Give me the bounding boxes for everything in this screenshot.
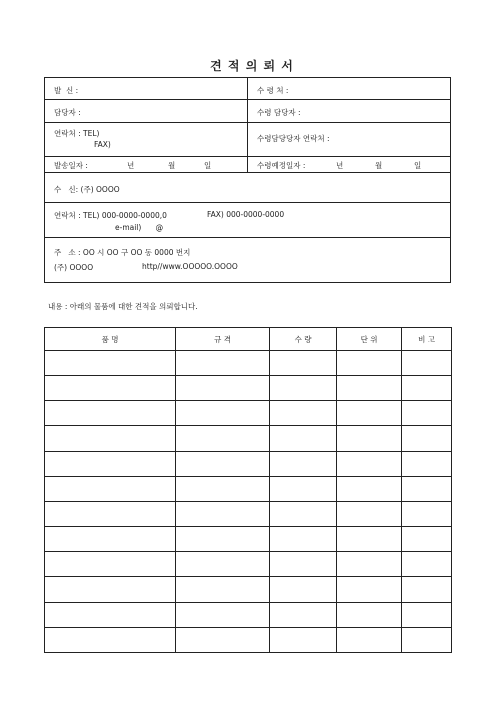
table-row	[45, 401, 452, 426]
table-cell	[402, 401, 452, 426]
info-row-recipient-contact	[45, 203, 450, 238]
receiver-contact-label: 수령담당당자 연락처 :	[257, 134, 330, 143]
table-cell	[45, 577, 176, 602]
table-row	[45, 577, 452, 602]
recipient-label: 수 신: (주) OOOO	[54, 185, 120, 194]
table-cell	[45, 552, 176, 577]
table-row	[45, 627, 452, 652]
table-cell	[45, 476, 176, 501]
info-section	[44, 77, 451, 283]
table-cell	[337, 527, 402, 552]
table-row	[45, 376, 452, 401]
contact-person-label: 담당자 :	[54, 108, 81, 117]
table-cell	[45, 426, 176, 451]
table-cell	[337, 401, 402, 426]
table-cell	[45, 351, 176, 376]
table-cell	[337, 552, 402, 577]
table-cell	[45, 401, 176, 426]
table-row	[45, 602, 452, 627]
table-cell	[270, 501, 337, 526]
website-label: http//www.OOOOO.OOOO	[142, 262, 238, 271]
table-cell	[176, 351, 270, 376]
header-unit: 단 위	[337, 328, 402, 351]
info-row-address	[45, 238, 450, 282]
send-date-month: 월	[168, 161, 176, 170]
table-cell	[402, 552, 452, 577]
table-cell	[270, 376, 337, 401]
table-cell	[176, 501, 270, 526]
table-cell	[176, 602, 270, 627]
send-date-year: 년	[127, 161, 135, 170]
send-date-label: 발송일자 :	[54, 161, 88, 170]
table-cell	[45, 527, 176, 552]
recipient-tel-label: 연락처 : TEL) 000-0000-0000,0	[54, 211, 167, 220]
header-spec: 규 격	[176, 328, 270, 351]
table-cell	[270, 527, 337, 552]
document-title: 견 적 의 뢰 서	[210, 59, 294, 73]
info-row-person	[45, 100, 450, 123]
sender-label: 발 신 :	[54, 86, 79, 95]
table-cell	[270, 602, 337, 627]
table-cell	[176, 376, 270, 401]
table-cell	[176, 577, 270, 602]
table-cell	[45, 602, 176, 627]
items-table	[44, 327, 452, 653]
recipient-email-label: e-mail) @	[115, 223, 164, 232]
table-cell	[402, 577, 452, 602]
contact-cell	[45, 123, 248, 156]
info-row-dates	[45, 157, 450, 173]
receive-date-day: 일	[414, 161, 422, 170]
recipient-fax-label: FAX) 000-0000-0000	[207, 210, 285, 219]
table-cell	[270, 451, 337, 476]
table-cell	[45, 627, 176, 652]
table-cell	[402, 527, 452, 552]
table-cell	[337, 451, 402, 476]
table-cell	[270, 351, 337, 376]
table-cell	[176, 426, 270, 451]
table-cell	[270, 426, 337, 451]
table-cell	[270, 476, 337, 501]
table-row	[45, 527, 452, 552]
table-cell	[45, 451, 176, 476]
header-remarks: 비 고	[402, 328, 452, 351]
info-row-recipient	[45, 173, 450, 203]
table-cell	[402, 451, 452, 476]
table-cell	[270, 552, 337, 577]
company-label: (주) OOOO	[54, 263, 94, 272]
table-row	[45, 426, 452, 451]
table-row	[45, 476, 452, 501]
contact-tel-label: 연락처 : TEL)	[54, 129, 100, 138]
table-cell	[402, 426, 452, 451]
table-cell	[337, 602, 402, 627]
table-row	[45, 552, 452, 577]
contact-fax-label: FAX)	[94, 140, 111, 149]
address-label: 주 소 : OO 시 OO 구 OO 동 0000 번지	[54, 248, 191, 257]
request-note: 내용 : 아래의 물품에 대한 견적을 의뢰합니다.	[48, 302, 198, 311]
table-cell	[176, 476, 270, 501]
table-cell	[337, 501, 402, 526]
receive-date-label: 수령예정일자 :	[257, 161, 306, 170]
table-row	[45, 351, 452, 376]
table-cell	[270, 401, 337, 426]
table-cell	[402, 602, 452, 627]
table-cell	[337, 577, 402, 602]
table-cell	[176, 401, 270, 426]
table-cell	[402, 476, 452, 501]
send-date-day: 일	[204, 161, 212, 170]
table-cell	[176, 627, 270, 652]
table-cell	[270, 577, 337, 602]
table-cell	[270, 627, 337, 652]
table-cell	[45, 501, 176, 526]
header-item-name: 품 명	[45, 328, 176, 351]
receive-date-cell	[248, 157, 450, 172]
receiver-contact-cell	[248, 123, 450, 156]
info-row-contact	[45, 123, 450, 157]
table-body	[45, 351, 452, 653]
table-row	[45, 501, 452, 526]
receiver-label: 수 령 처 :	[257, 86, 289, 95]
table-cell	[337, 476, 402, 501]
table-cell	[337, 627, 402, 652]
table-cell	[402, 376, 452, 401]
table-cell	[45, 376, 176, 401]
table-header-row	[45, 328, 452, 351]
table-cell	[402, 627, 452, 652]
table-cell	[337, 426, 402, 451]
receiver-cell	[248, 78, 450, 99]
table-row	[45, 451, 452, 476]
table-cell	[176, 552, 270, 577]
header-quantity: 수 량	[270, 328, 337, 351]
table-cell	[402, 501, 452, 526]
sender-cell	[45, 78, 248, 99]
info-row-sender	[45, 78, 450, 100]
receive-date-year: 년	[336, 161, 344, 170]
send-date-cell	[45, 157, 248, 172]
receiver-person-label: 수령 담당자 :	[257, 108, 301, 117]
receiver-person-cell	[248, 100, 450, 122]
receive-date-month: 월	[375, 161, 383, 170]
table-cell	[337, 351, 402, 376]
table-cell	[176, 451, 270, 476]
table-cell	[337, 376, 402, 401]
table-cell	[176, 527, 270, 552]
contact-person-cell	[45, 100, 248, 122]
table-cell	[402, 351, 452, 376]
